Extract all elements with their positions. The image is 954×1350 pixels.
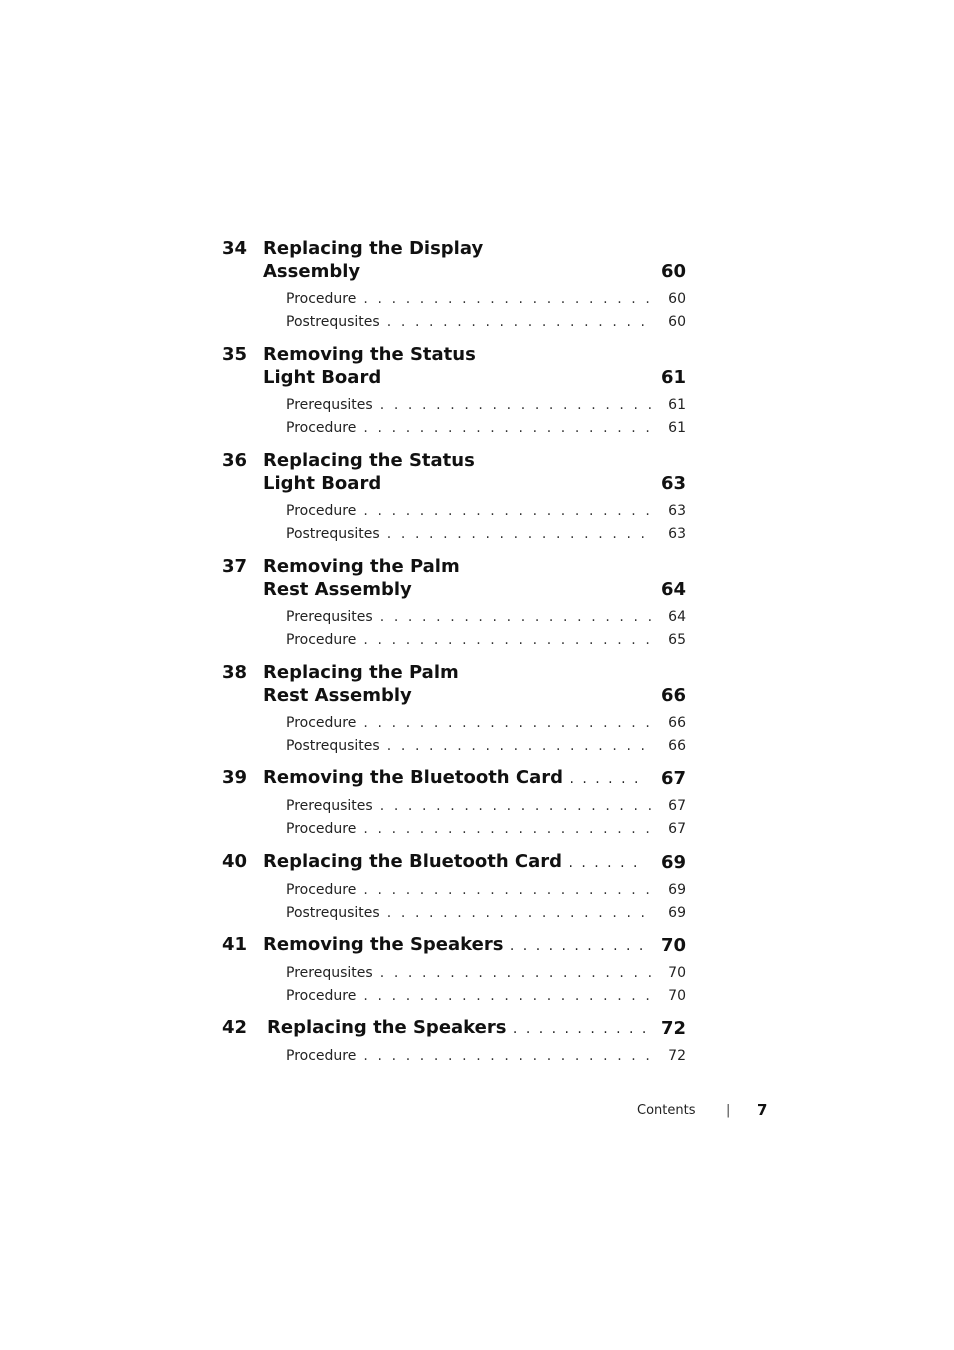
chapter-title-line: Removing the Palm [263, 556, 460, 577]
toc-chapter[interactable] [222, 237, 686, 335]
toc-entry[interactable] [222, 289, 686, 312]
chapter-number: 38 [222, 662, 248, 683]
entry-page-number: 63 [668, 526, 686, 542]
chapter-page-number: 63 [660, 473, 686, 494]
toc-entry[interactable] [222, 736, 686, 759]
chapter-page-number: 69 [660, 852, 686, 873]
toc-entry[interactable] [222, 418, 686, 441]
chapter-number: 40 [222, 851, 248, 872]
entry-label: Postrequsites . . . [286, 524, 652, 544]
chapter-title-line: Light Board [263, 473, 382, 494]
chapter-heading [222, 449, 686, 495]
chapter-page-number: 70 [660, 935, 686, 956]
chapter-heading [222, 933, 686, 957]
toc-chapter[interactable] [222, 661, 686, 759]
chapter-title-line: Removing the Status [263, 344, 476, 365]
chapter-title: Replacing the Speakers . . . [267, 1016, 647, 1041]
toc-chapter[interactable] [222, 555, 686, 653]
chapter-title [263, 661, 593, 707]
entry-page-number: 60 [668, 314, 686, 330]
chapter-title-line: Assembly [263, 261, 361, 282]
chapter-page-number: 67 [660, 768, 686, 789]
toc-entry[interactable] [222, 903, 686, 926]
chapter-title-line: Replacing the Palm [263, 662, 459, 683]
entry-page-number: 63 [668, 503, 686, 519]
chapter-title-line: Replacing the Display [263, 238, 484, 259]
toc-chapter[interactable] [222, 343, 686, 441]
chapter-title-line: Light Board [263, 367, 382, 388]
toc-entry[interactable] [222, 312, 686, 335]
entry-page-number: 61 [668, 397, 686, 413]
chapter-number: 35 [222, 344, 248, 365]
toc-chapter[interactable] [222, 933, 686, 1009]
chapter-page-number: 61 [660, 367, 686, 388]
entry-label: Procedure . . . [286, 819, 652, 839]
chapter-title-line: Rest Assembly [263, 579, 412, 600]
entry-label: Procedure . . . [286, 986, 652, 1006]
chapter-heading [222, 1016, 686, 1040]
entry-page-number: 66 [668, 738, 686, 754]
toc-entry[interactable] [222, 630, 686, 653]
toc-chapter[interactable] [222, 449, 686, 547]
entry-label: Procedure . . . [286, 880, 652, 900]
toc-entry[interactable] [222, 796, 686, 819]
footer-page-number: 7 [757, 1101, 768, 1119]
toc-entry[interactable] [222, 501, 686, 524]
chapter-number: 41 [222, 934, 248, 955]
chapter-page-number: 72 [660, 1018, 686, 1039]
chapter-heading [222, 555, 686, 601]
chapter-number: 42 [222, 1017, 248, 1038]
entry-page-number: 70 [668, 965, 686, 981]
entry-label: Prerequsites . . . [286, 963, 652, 983]
chapter-page-number: 66 [660, 685, 686, 706]
entry-label: Prerequsites . . . [286, 607, 652, 627]
entry-page-number: 66 [668, 715, 686, 731]
entry-label: Postrequsites . . . [286, 903, 652, 923]
entry-page-number: 69 [668, 905, 686, 921]
chapter-heading [222, 766, 686, 790]
footer-section-label: Contents [637, 1103, 696, 1118]
entry-label: Procedure . . . [286, 1046, 652, 1066]
chapter-heading [222, 850, 686, 874]
entry-page-number: 61 [668, 420, 686, 436]
entry-label: Prerequsites . . . [286, 395, 652, 415]
toc-entry[interactable] [222, 607, 686, 630]
toc-entry[interactable] [222, 963, 686, 986]
entry-label: Prerequsites . . . [286, 796, 652, 816]
chapter-number: 36 [222, 450, 248, 471]
entry-label: Procedure . . . [286, 501, 652, 521]
entry-label: Procedure . . . [286, 289, 652, 309]
entry-page-number: 65 [668, 632, 686, 648]
toc-entry[interactable] [222, 986, 686, 1009]
entry-page-number: 64 [668, 609, 686, 625]
chapter-title [263, 343, 593, 389]
chapter-title [263, 449, 593, 495]
footer-separator: | [726, 1103, 731, 1118]
entry-page-number: 67 [668, 821, 686, 837]
chapter-title-line: Replacing the Status [263, 450, 475, 471]
entry-page-number: 70 [668, 988, 686, 1004]
toc-entry[interactable] [222, 713, 686, 736]
chapter-heading [222, 237, 686, 283]
entry-label: Postrequsites . . . [286, 312, 652, 332]
toc-entry[interactable] [222, 819, 686, 842]
entry-label: Procedure . . . [286, 713, 652, 733]
toc-entry[interactable] [222, 395, 686, 418]
chapter-page-number: 60 [660, 261, 686, 282]
toc-entry[interactable] [222, 880, 686, 903]
chapter-number: 37 [222, 556, 248, 577]
chapter-title-line: Rest Assembly [263, 685, 412, 706]
entry-label: Postrequsites . . . [286, 736, 652, 756]
entry-label: Procedure . . . [286, 630, 652, 650]
toc-chapter[interactable] [222, 1016, 686, 1069]
chapter-heading [222, 661, 686, 707]
chapter-title [263, 555, 593, 601]
chapter-number: 39 [222, 767, 248, 788]
chapter-title: Removing the Bluetooth Card . . . [263, 766, 643, 791]
chapter-heading [222, 343, 686, 389]
toc-chapter[interactable] [222, 850, 686, 926]
entry-page-number: 60 [668, 291, 686, 307]
entry-page-number: 72 [668, 1048, 686, 1064]
chapter-number: 34 [222, 238, 248, 259]
toc-chapter[interactable] [222, 766, 686, 842]
chapter-page-number: 64 [660, 579, 686, 600]
entry-page-number: 67 [668, 798, 686, 814]
toc-entry[interactable] [222, 1046, 686, 1069]
chapter-title [263, 237, 593, 283]
chapter-title: Removing the Speakers . . . [263, 933, 643, 958]
chapter-title: Replacing the Bluetooth Card . . . [263, 850, 643, 875]
entry-label: Procedure . . . [286, 418, 652, 438]
toc-entry[interactable] [222, 524, 686, 547]
entry-page-number: 69 [668, 882, 686, 898]
